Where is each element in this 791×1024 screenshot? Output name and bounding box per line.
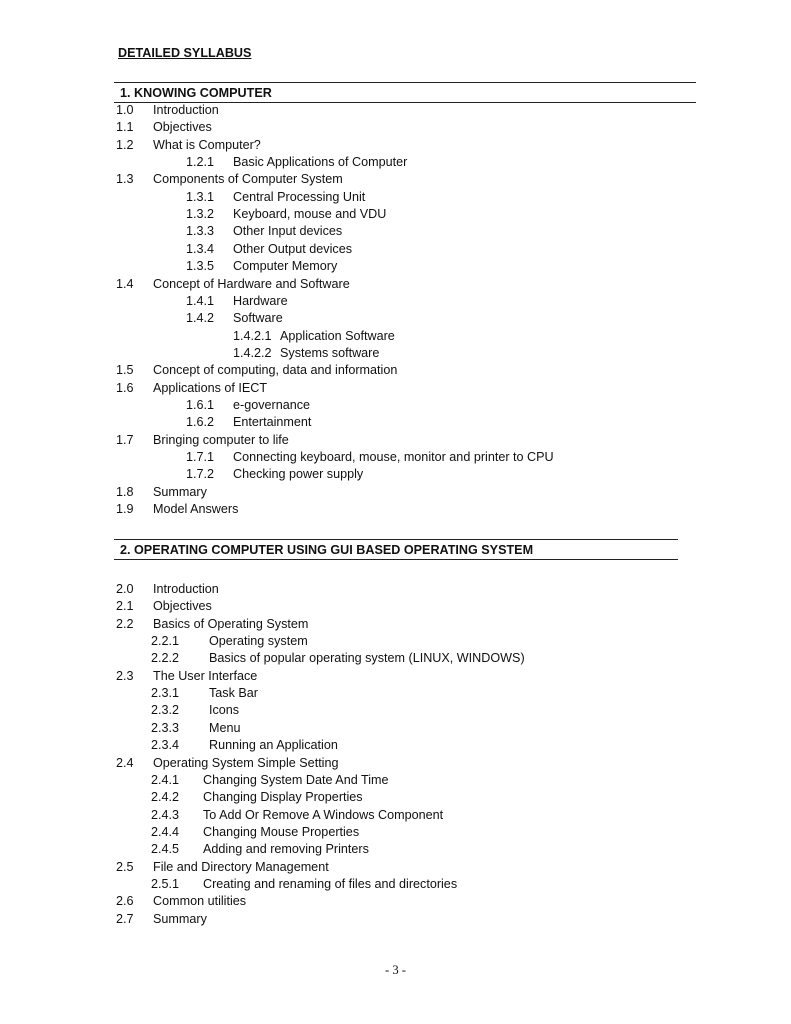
entry-text: Basic Applications of Computer — [233, 155, 408, 170]
entry-number: 2.2 — [116, 616, 134, 631]
entry-number: 1.7.2 — [186, 467, 215, 482]
entry-text: Basics of Operating System — [153, 616, 309, 631]
entry-text: Applications of IECT — [153, 380, 268, 395]
entry-number: 1.3.5 — [186, 259, 215, 274]
entry-number: 1.1 — [116, 120, 134, 135]
entry-number: 2.3.3 — [151, 720, 180, 735]
entry-text: Objectives — [153, 120, 212, 135]
entry-text: Concept of Hardware and Software — [153, 276, 350, 291]
entry-number: 2.4.3 — [151, 807, 180, 822]
entry-number: 2.4.5 — [151, 842, 180, 857]
entry-number: 1.4 — [116, 276, 134, 291]
entry-number: 2.3.2 — [151, 703, 180, 718]
entry-text: Menu — [209, 720, 241, 735]
entry-text: Summary — [153, 484, 207, 499]
entry-text: Summary — [153, 911, 207, 926]
section-heading: 1. KNOWING COMPUTER — [114, 82, 696, 103]
entry-number: 1.4.1 — [186, 293, 215, 308]
entry-text: Concept of computing, data and information — [153, 363, 398, 378]
entry-number: 2.2.1 — [151, 634, 180, 649]
entry-text: Connecting keyboard, mouse, monitor and printer to CPU — [233, 450, 554, 464]
entry-number: 2.4.4 — [151, 824, 180, 839]
entry-number: 1.2 — [116, 137, 134, 152]
entry-number: 1.3.4 — [186, 241, 215, 256]
entry-text: Keyboard, mouse and VDU — [233, 207, 387, 222]
entry-number: 1.4.2.1 — [233, 328, 272, 343]
entry-number: 1.7 — [116, 432, 134, 447]
entry-text: To Add Or Remove A Windows Component — [203, 807, 444, 822]
entry-number: 1.4.2.2 — [233, 345, 272, 360]
entry-number: 1.3.1 — [186, 189, 215, 204]
entry-number: 1.3.2 — [186, 207, 215, 222]
entry-number: 2.1 — [116, 599, 134, 614]
entry-number: 2.3 — [116, 668, 134, 683]
entry-text: Computer Memory — [233, 259, 338, 274]
entry-number: 1.8 — [116, 484, 134, 499]
entry-text: Central Processing Unit — [233, 189, 366, 204]
entry-number: 2.5.1 — [151, 876, 180, 891]
entry-number: 2.3.4 — [151, 738, 180, 753]
entry-text: Changing Mouse Properties — [203, 824, 360, 839]
entry-text: Entertainment — [233, 415, 312, 430]
entry-number: 2.5 — [116, 859, 134, 874]
entry-number: 2.3.1 — [151, 686, 180, 701]
entry-text: Bringing computer to life — [153, 432, 289, 447]
entry-number: 1.6.2 — [186, 415, 215, 430]
entry-text: Common utilities — [153, 894, 247, 909]
entry-number: 2.4.2 — [151, 790, 180, 805]
entry-number: 1.9 — [116, 502, 134, 517]
entry-number: 2.6 — [116, 894, 134, 909]
entry-text: Other Output devices — [233, 241, 353, 256]
entry-text: Introduction — [153, 582, 219, 596]
entry-text: Adding and removing Printers — [203, 842, 369, 857]
section-heading: 2. OPERATING COMPUTER USING GUI BASED OPERATING SYSTEM — [114, 539, 678, 560]
entry-text: Model Answers — [153, 502, 239, 517]
entry-text: Application Software — [280, 328, 395, 343]
entry-text: Basics of popular operating system (LINUX, WINDOWS) — [209, 651, 525, 666]
entry-text: Changing Display Properties — [203, 790, 363, 805]
entry-text: Running an Application — [209, 738, 338, 753]
entry-number: 2.4.1 — [151, 772, 180, 787]
entry-text: What is Computer? — [153, 137, 261, 152]
entry-number: 1.5 — [116, 363, 134, 378]
entry-number: 1.6.1 — [186, 397, 215, 412]
entry-text: Operating System Simple Setting — [153, 755, 339, 770]
entry-text: Task Bar — [209, 686, 258, 701]
entry-number: 1.3.3 — [186, 224, 215, 239]
entry-text: Changing System Date And Time — [203, 772, 389, 787]
entry-text: File and Directory Management — [153, 859, 329, 874]
entry-text: Other Input devices — [233, 224, 343, 239]
entry-number: 1.7.1 — [186, 450, 215, 464]
entry-number: 1.3 — [116, 172, 134, 187]
entry-text: Operating system — [209, 634, 308, 649]
entry-text: Icons — [209, 703, 240, 718]
entry-text: e-governance — [233, 397, 311, 412]
entry-number: 1.0 — [116, 103, 134, 117]
entry-number: 2.4 — [116, 755, 134, 770]
entry-number: 2.0 — [116, 582, 134, 596]
entry-text: Introduction — [153, 103, 219, 117]
page-number: - 3 - — [385, 963, 406, 977]
entry-number: 1.6 — [116, 380, 134, 395]
entry-text: The User Interface — [153, 668, 258, 683]
entry-text: Objectives — [153, 599, 212, 614]
entry-text: Systems software — [280, 345, 380, 360]
document-title: DETAILED SYLLABUS — [118, 46, 252, 60]
entry-number: 1.4.2 — [186, 311, 215, 326]
entry-text: Software — [233, 311, 283, 326]
entry-number: 2.7 — [116, 911, 134, 926]
entry-text: Components of Computer System — [153, 172, 343, 187]
entry-number: 2.2.2 — [151, 651, 180, 666]
entry-text: Hardware — [233, 293, 288, 308]
entry-text: Creating and renaming of files and directories — [203, 876, 458, 891]
entry-text: Checking power supply — [233, 467, 364, 482]
entry-number: 1.2.1 — [186, 155, 215, 170]
